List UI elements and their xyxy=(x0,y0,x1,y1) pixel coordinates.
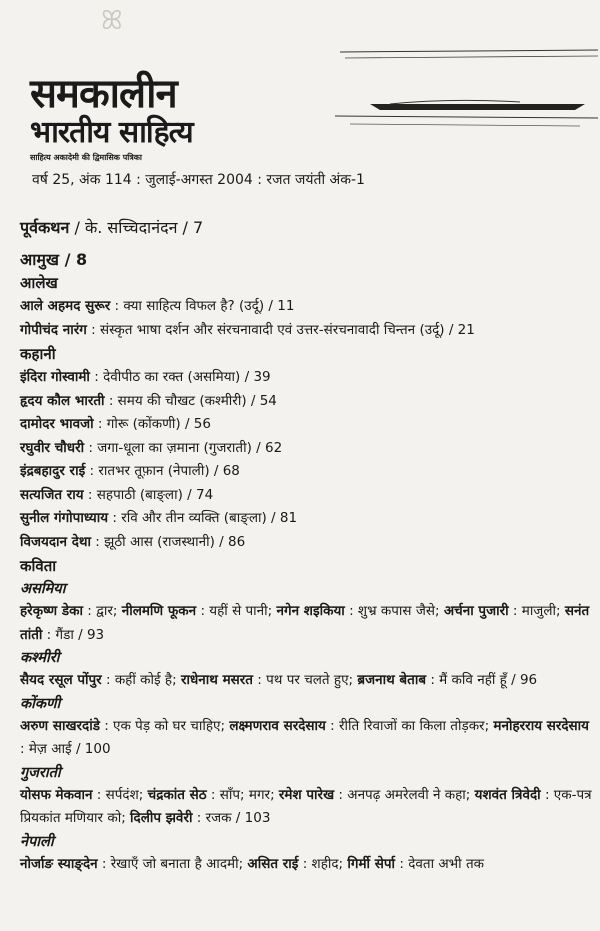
issue-line: वर्ष 25, अंक 114 : जुलाई-अगस्त 2004 : रजत जयंती अंक-1 xyxy=(32,172,365,188)
masthead-title: समकालीन xyxy=(30,70,177,117)
masthead-tagline: साहित्य अकादेमी की द्विमासिक पत्रिका xyxy=(30,153,142,162)
toc-entry: सुनील गंगोपाध्याय : रवि और तीन व्यक्ति (बाङ्ला) / 81 xyxy=(20,510,298,526)
language-heading: गुजराती xyxy=(20,764,61,781)
toc-entry: गोपीचंद नारंग : संस्कृत भाषा दर्शन और संरचनावादी एवं उत्तर-संरचनावादी चिन्तन (उर्दू) / 21 xyxy=(20,321,475,338)
section-heading: आलेख xyxy=(20,274,58,292)
toc-entry: आले अहमद सुरूर : क्या साहित्य विफल है? (उर्दू) / 11 xyxy=(20,298,295,314)
toc-entry: सैयद रसूल पोंपुर : कहीं कोई है; राधेनाथ मसरत : पथ पर चलते हुए; ब्रजनाथ बेताब : मैं कवि नहीं हूँ / 96 xyxy=(20,672,538,688)
toc-entry: इंद्रबहादुर राई : रातभर तूफ़ान (नेपाली) / 68 xyxy=(20,463,240,479)
toc-entry: इंदिरा गोस्वामी : देवीपीठ का रक्त (असमिया) / 39 xyxy=(20,369,271,385)
toc-entry: विजयदान देथा : झूठी आस (राजस्थानी) / 86 xyxy=(20,533,246,550)
bleed-through-text: ꕤ xyxy=(100,6,123,36)
toc-entry: आमुख / 8 xyxy=(20,249,88,269)
masthead xyxy=(30,72,193,163)
toc-entry: योसफ मेकवान : सर्पदंश; चंद्रकांत सेठ : साँप; मगर; रमेश पारेख : अनपढ़ अमरेलवी ने कहा; यशवंत त्रिवेदी : एक-पत्र प्रियकांत मणियार को; दिलीप झवेरी : रजक / 103 xyxy=(20,786,592,826)
language-heading: नेपाली xyxy=(20,833,54,850)
language-heading: कश्मीरी xyxy=(20,650,60,666)
section-heading: कहानी xyxy=(20,345,56,363)
toc-entry: दामोदर भावजो : गोरू (कोंकणी) / 56 xyxy=(20,416,211,432)
toc-entry: सत्यजित राय : सहपाठी (बाङ्ला) / 74 xyxy=(20,486,214,503)
toc-entry: हृदय कौल भारती : समय की चौखट (कश्मीरी) / 54 xyxy=(20,392,277,409)
language-heading: असमिया xyxy=(20,581,66,597)
section-heading: पूर्वकथन xyxy=(20,218,70,237)
toc-entry: अरुण साखरदांडे : एक पेड़ को घर चाहिए; लक्ष्मणराव सरदेसाय : रीति रिवाजों का किला तोड़कर; मनोहरराय सरदेसाय : मेज़ आई / 100 xyxy=(20,717,589,757)
language-heading: कोंकणी xyxy=(20,695,61,712)
toc-entry: रघुवीर चौधरी : जगा-धूला का ज़माना (गुजराती) / 62 xyxy=(20,439,283,456)
toc-entry: पूर्वकथन / के. सच्चिदानंदन / 7 xyxy=(20,218,204,237)
masthead-subtitle: भारतीय साहित्य xyxy=(30,115,193,150)
boat-illustration xyxy=(330,44,600,134)
section-heading: कविता xyxy=(20,557,57,575)
table-of-contents xyxy=(20,216,592,876)
toc-entry: हरेकृष्ण डेका : द्वार; नीलमणि फूकन : यहीं से पानी; नगेन शइकिया : शुभ्र कपास जैसे; अर्चना पुजारी : माजुली; सनंत तांती : गैंडा / 93 xyxy=(20,603,590,643)
toc-entry: नोर्जाङ स्याङ्देन : रेखाएँ जो बनाता है आदमी; असित राई : शहीद; गिर्मी सेर्पा : देवता अभी तक xyxy=(20,855,485,872)
